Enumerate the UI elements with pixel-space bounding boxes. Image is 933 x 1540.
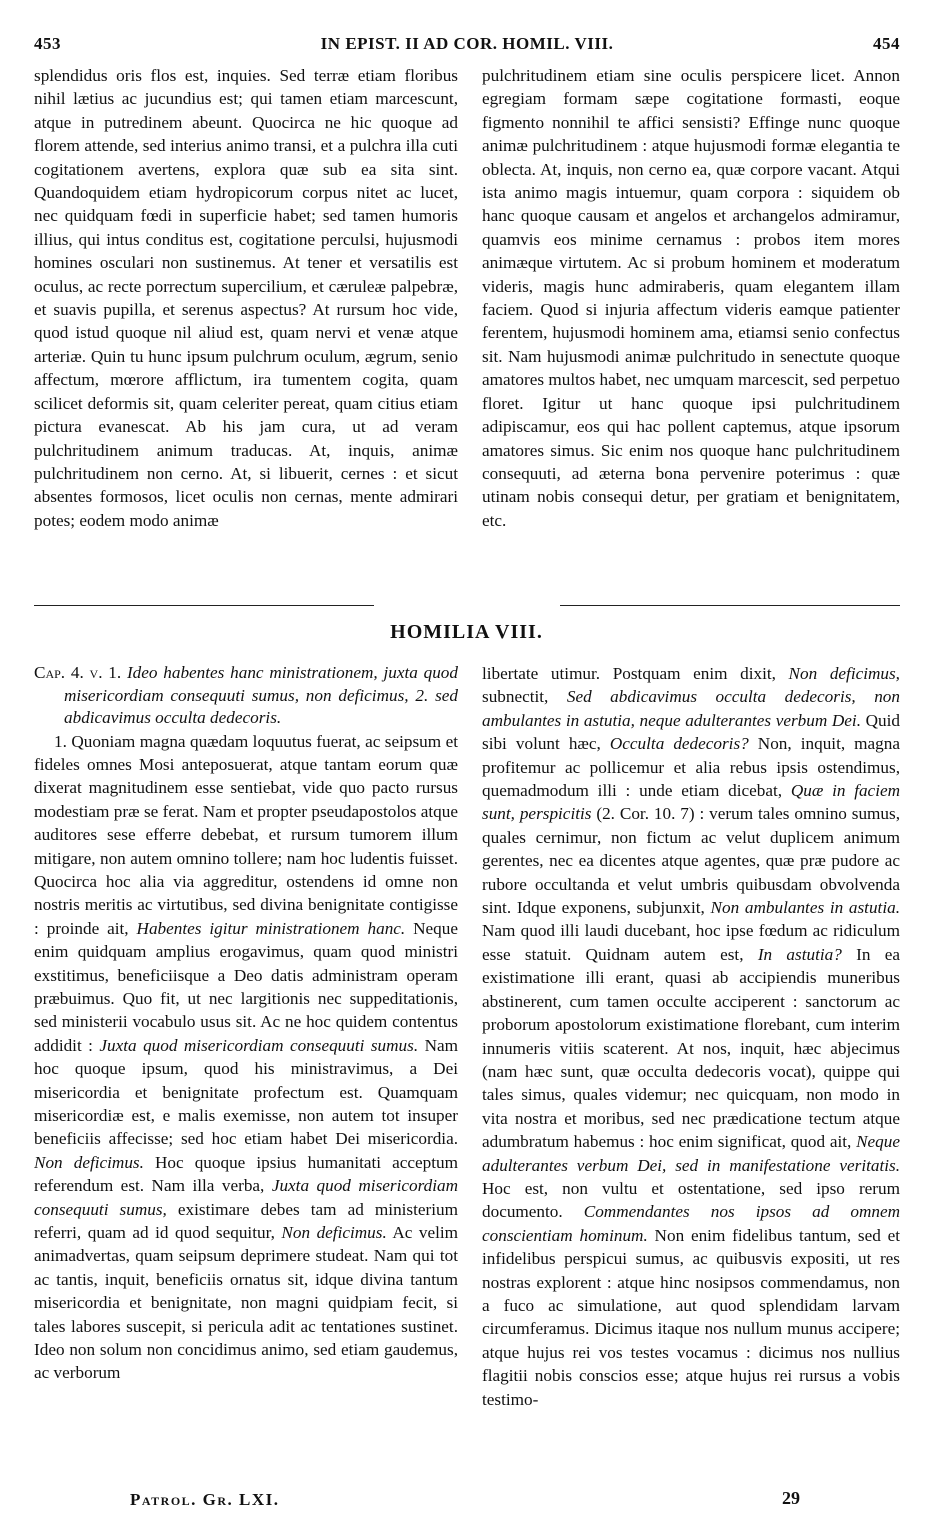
text-run: (2. Cor. 10. 7) : verum tales omnino sumus, quales cernimur, non fictum ac velut duplicem animum gerentes, nec ea dicentes atque agentes, quæ præ pudore ac rubore occultanda et velut umbris quibusdam obvolvenda sint. Idque exponens, subjunxit, <box>482 804 900 918</box>
footer-sheet-number: 29 <box>782 1488 800 1508</box>
italic-quotation: Non deficimus. <box>281 1223 387 1243</box>
footer-signature: Patrol. Gr. LXI. <box>130 1490 280 1509</box>
text-run: existimare debes tam ad ministerium referri, quam ad id quod sequitur, <box>34 1199 458 1243</box>
bottom-right-column <box>482 662 900 1480</box>
page-number-left: 453 <box>34 34 61 53</box>
bottom-left-column <box>34 662 458 1480</box>
italic-quotation: Non deficimus, <box>788 664 900 683</box>
text-run: subnectit, <box>482 687 567 707</box>
italic-quotation: Quæ in faciem sunt, perspicitis <box>482 781 900 824</box>
chapter-verse-label: Cap. 4. v. 1. <box>34 663 122 682</box>
section-divider <box>34 605 900 606</box>
text-run: Non enim fidelibus tantum, sed et infidelibus perspicui sumus, ac quibusvis expositi, ut res nostras explorent : atque hinc nosipsos commendamus, non a fuco ac simulatione, aut quod splendidam larvam circumferamus. Dicimus itaque nos nullum munus accipere; atque hujus rei vos testes vocamus : dicimus nos nullius flagitii nobis conscios esse; atque hujus rei rursus a vobis testimo- <box>482 1225 900 1409</box>
text-run: Nam quod illi laudi ducebant, hoc ipse fœdum ac ridiculum esse statuit. Quidnam autem est, <box>482 921 900 964</box>
top-right-paragraph: pulchritudinem etiam sine oculis perspicere licet. Annon egregiam formam sæpe cogitatione formasti, eoque figmento nonnihil te affici sensisti? Effinge nunc quoque animæ pulchritudinem : atque hujusmodi formæ elegantia te oblecta. At, inquis, non cerno ea, quæ corpore vacant. Atqui ista animo magis intuemur, quam corpora : siquidem ob hanc quoque causam et angelos et archangelos admiramur, quamvis eos minime cernamus : probos item mores animæque virtutem. Ac si probum hominem et moderatum videris, magis hunc admiraberis, quam elegantem illam faciem. Quod si injuria affectum videris eamque patienter ferentem, hujusmodi hominem ama, etiamsi senio confectus sit. Nam hujusmodi animæ pulchritudo in senectute quoque amatores multos habet, nec umquam marcescit, sed perpetuo floret. Igitur ut hanc quoque ipsi pulchritudinem adipiscamur, eos qui hac pollent captemus, atque ipsorum amatores simus. Sic enim nos quoque hanc pulchritudinem consequuti, ad æterna bona pervenire poterimus : quæ utinam nobis consequi detur, per gratiam et benignitatem, etc. <box>482 66 900 530</box>
italic-quotation: Non ambulantes in astutia. <box>710 898 900 918</box>
text-run: Non, inquit, magna profitemur ac pollicemur et alia rebus ipsis ostendimus, quemadmodum illi : unde etiam dicebat, <box>482 734 900 801</box>
text-run: In ea existimatione illi erant, quasi ab accipiendis muneribus abstinerent, cum tamen occulte acciperent : sanctorum ac proborum apostolorum existimatione florebant, cum interim innumeris vitiis scaterent. At nos, inquit, hæc abjecimus (nam hæc sunt, quæ occulta dedecoris vocat), quippe qui tales simus, quales videmur; nec quicquam, non modo in vita nostra et moribus, sed nec prædicatione tectum atque adumbratum habemus : hoc enim significat, quod ait, <box>482 944 900 1152</box>
chapter-verse-heading <box>34 662 458 730</box>
top-left-column <box>34 64 458 594</box>
text-run: Ac velim animadvertas, quam seipsum deprimere studeat. Nam qui tot ac tantis, inquit, beneficiis ornatus sit, idque divina tantum misericordia et benignitate, non magni quidpiam fecit, si tales labores suscepit, si pericula adit ac tentationes sustinet. Ideo non solum non concidimus animo, sed etiam gaudemus, ac verborum <box>34 1223 458 1383</box>
italic-quotation: Commendantes nos ipsos ad omnem conscientiam hominum. <box>482 1202 900 1245</box>
page-number-right: 454 <box>873 34 900 53</box>
italic-quotation: Occulta dedecoris? <box>609 734 749 754</box>
italic-quotation: In astutia? <box>757 944 842 964</box>
italic-quotation: Non deficimus. <box>34 1152 144 1172</box>
running-header <box>34 34 900 56</box>
text-run: Quid sibi volunt hæc, <box>482 710 900 754</box>
italic-quotation: Habentes igitur ministrationem hanc. <box>136 918 406 938</box>
italic-quotation: Juxta quod misericordiam consequuti sumus, <box>34 1176 458 1219</box>
text-run: Neque enim quidquam amplius erogavimus, quam quod ministri exstitimus, beneficiisque a Deo datis administram operam præbuimus. Quo fit, ut nec largitionis nec suppeditationis, sed ministerii vocabulo usus sit. Ac ne hoc quidem contentus addidit : <box>34 918 458 1055</box>
bottom-left-paragraph <box>34 730 458 1385</box>
top-right-column <box>482 64 900 594</box>
text-run: libertate utimur. Postquam enim dixit, <box>482 664 789 683</box>
italic-quotation: Sed abdicavimus occulta dedecoris, non ambulantes in astutia, neque adulterantes verbum Dei. <box>482 687 900 730</box>
bottom-right-paragraph <box>482 662 900 1411</box>
text-run: Hoc quoque ipsius humanitati acceptum referendum est. Nam illa verba, <box>34 1152 458 1196</box>
text-run: Hoc est, non vultu et ostentatione, sed ipso rerum documento. <box>482 1178 900 1222</box>
top-left-paragraph: splendidus oris flos est, inquies. Sed terræ etiam floribus nihil lætius ac jucundius est; qui tamen etiam marcescunt, atque in putredinem abeunt. Quocirca ne hic quoque ad florem attende, sed interius animo transi, et a pulchra illa cuti cogitationem avertens, explora quæ sub ea sita sint. Quandoquidem etiam hydropicorum corpus nitet ac lucet, nec quidquam fœdi in superficie habet; sed tamen humoris illius, qui intus conditus est, cogitatione perculsi, hujusmodi homines osculari non sustinemus. At tener et versatilis est oculus, ac recte porrectum supercilium, et cæruleæ palpebræ, et suavis pupilla, et serenus aspectus? At rursum hoc vide, quod istud quoque nil aliud est, quam nervi et venæ atque arteriæ. Quin tu hunc ipsum pulchrum oculum, ægrum, senio affectum, mœrore afflictum, ira tumentem cogita, quam scilicet deformis sit, quam celeriter pereat, quam citius etiam pictura evanescat. Ab his jam cura, ut ad veram pulchritudinem animum traducas. At, inquis, animæ pulchritudinem non cerno. At, si libuerit, cernes : et sicut absentes formosos, licet oculis non cernas, mente admirari potes; eodem modo animæ <box>34 66 458 530</box>
homily-title: HOMILIA VIII. <box>390 621 543 643</box>
italic-quotation: Juxta quod misericordiam consequuti sumus. <box>99 1035 419 1055</box>
text-run: Nam hoc quoque ipsum, quod his ministravimus, a Dei misericordia et benignitate profectum est. Quamquam misericordiæ est, e malis exemisse, non autem tot insuper beneficiis affecisse; sed hoc etiam habet Dei misericordia. <box>34 1035 458 1149</box>
running-title: IN EPIST. II AD COR. HOMIL. VIII. <box>320 34 614 53</box>
scripture-lemma: Ideo habentes hanc ministrationem, juxta quod misericordiam consequuti sumus, non deficimus, 2. sed abdicavimus occulta dedecoris. <box>64 663 458 727</box>
text-run: 1. Quoniam magna quædam loquutus fuerat, ac seipsum et fideles omnes Mosi anteposuerat, atque tantam eorum quæ dixerat magnitudinem esse sentiebat, vide quo pacto rursus modestiam præ se ferat. Nam et propter pseudapostolos atque auditores sese efferre debebat, et rursum tumorem illum mitigare, non autem omnino tollere; nam hoc ludentis fuisset. Quocirca hoc alia via aggreditur, ostendens id omne non nostris meritis ac virtutibus, sed divina benignitate contigisse : proinde ait, <box>34 731 458 938</box>
italic-quotation: Neque adulterantes verbum Dei, sed in manifestatione veritatis. <box>482 1132 900 1175</box>
